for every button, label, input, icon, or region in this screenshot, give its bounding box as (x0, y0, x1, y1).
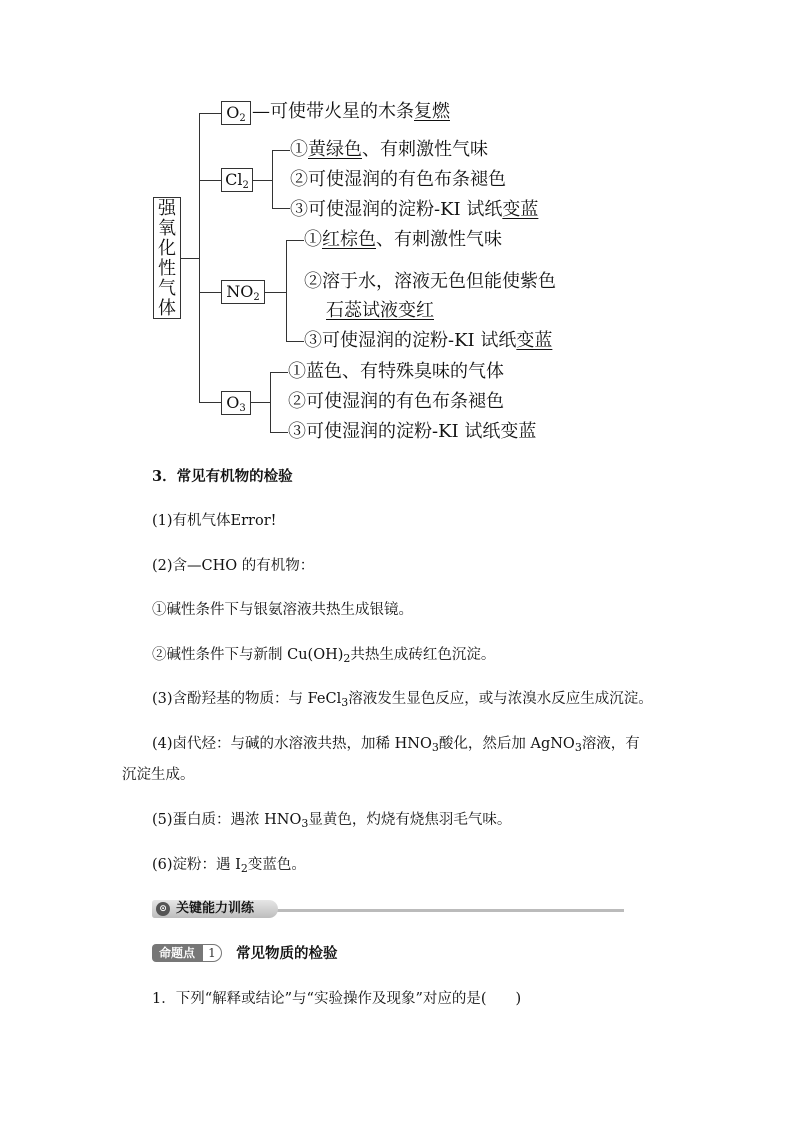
text: (4)卤代烃：与碱的水溶液共热，加稀 HNO (152, 736, 432, 752)
cl2-box (221, 168, 253, 192)
subscript: 3 (301, 817, 309, 830)
banner-rule (272, 909, 624, 912)
text: (6)淀粉：遇 I (152, 857, 241, 873)
paragraph: ①碱性条件下与银氨溶液共热生成银镜。 (152, 602, 413, 618)
property-underlined: 红棕色 (322, 229, 376, 250)
tree-connector (286, 240, 304, 241)
tree-connector (199, 402, 221, 403)
paragraph (152, 734, 640, 758)
root-char: 强 (158, 198, 176, 219)
no2-item-2-continued (326, 300, 434, 322)
o3-item-1 (288, 361, 504, 383)
no2-box (221, 280, 265, 304)
subscript: 3 (341, 696, 349, 709)
property-text: 蓝色、有特殊臭味的气体 (306, 361, 504, 382)
paragraph: (2)含—CHO 的有机物： (152, 558, 315, 574)
property-text: 溶于水，溶液无色但能使紫色 (322, 271, 556, 292)
property-text: 、有刺激性气味 (376, 229, 502, 250)
root-char: 氧 (158, 218, 176, 239)
text: 显黄色，灼烧有烧焦羽毛气味。 (308, 812, 512, 828)
text: 酸化，然后加 AgNO (438, 736, 575, 752)
item-number: ③ (288, 421, 306, 442)
topic-tag-label: 命题点 (152, 944, 202, 962)
topic-title: 常见物质的检验 (236, 945, 338, 962)
tree-root-label (153, 197, 181, 319)
item-number: ② (288, 391, 306, 412)
property-text: 可使湿润的淀粉-KI 试纸 (308, 199, 503, 220)
paragraph-continued: 沉淀生成。 (122, 767, 195, 783)
element-symbol: O (226, 393, 240, 412)
topic-tag (152, 944, 220, 962)
item-number: ① (290, 139, 308, 160)
question-text: 1．下列“解释或结论”与“实验操作及现象”对应的是( ) (152, 991, 522, 1007)
no2-item-1 (304, 229, 502, 251)
text: (3)含酚羟基的物质：与 FeCl (152, 691, 342, 707)
no2-item-3 (304, 330, 552, 352)
property-text: 可使湿润的有色布条褪色 (308, 169, 506, 190)
text: 溶液发生显色反应，或与浓溴水反应生成沉淀。 (348, 691, 653, 707)
property-underlined: 黄绿色 (308, 139, 362, 160)
item-number: ① (288, 361, 306, 382)
text: 共热生成砖红色沉淀。 (350, 647, 496, 663)
element-subscript: 2 (253, 292, 260, 303)
tree-connector (270, 372, 288, 373)
topic-tag-number: 1 (202, 944, 222, 962)
root-char: 化 (158, 238, 176, 259)
item-number: ③ (290, 199, 308, 220)
item-number: ② (290, 169, 308, 190)
item-number: ① (304, 229, 322, 250)
tree-connector (286, 240, 287, 341)
o3-box (221, 391, 251, 415)
property-underlined: 变蓝 (516, 330, 553, 351)
tree-connector (272, 208, 290, 209)
text: 溶液，有 (581, 736, 640, 752)
element-subscript: 2 (242, 180, 249, 191)
paragraph (152, 689, 653, 713)
paragraph (152, 855, 306, 879)
item-number: ③ (304, 330, 322, 351)
element-symbol: NO (226, 282, 254, 301)
dash: — (252, 101, 270, 122)
target-icon: ⊙ (156, 902, 170, 916)
text: 变蓝色。 (247, 857, 306, 873)
subscript: 2 (240, 862, 248, 875)
tree-connector (252, 180, 272, 181)
no2-item-2 (304, 271, 556, 293)
root-char: 性 (158, 258, 176, 279)
tree-connector (199, 180, 221, 181)
property-underlined: 石蕊试液变红 (326, 300, 434, 321)
property-text: 可使湿润的淀粉-KI 试纸变蓝 (306, 421, 537, 442)
tree-connector (286, 341, 304, 342)
section-heading: 3．常见有机物的检验 (152, 468, 293, 485)
tree-connector (199, 113, 200, 403)
tree-connector (270, 432, 288, 433)
subscript: 3 (431, 741, 439, 754)
text: ②碱性条件下与新制 Cu(OH) (152, 647, 344, 663)
cl2-item-3 (290, 199, 538, 221)
item-number: ② (304, 271, 322, 292)
element-symbol: Cl (225, 170, 243, 189)
tree-connector (264, 292, 286, 293)
paragraph (152, 810, 511, 834)
o2-box (221, 101, 251, 125)
tree-connector (199, 292, 221, 293)
property-text: 、有刺激性气味 (362, 139, 488, 160)
property-underlined: 复燃 (414, 101, 450, 122)
property-underlined: 变蓝 (502, 199, 539, 220)
subscript: 3 (574, 741, 582, 754)
cl2-item-1 (290, 139, 488, 161)
root-char: 体 (158, 298, 176, 319)
o3-item-3 (288, 421, 536, 443)
text: (5)蛋白质：遇浓 HNO (152, 812, 302, 828)
element-subscript: 2 (239, 113, 246, 124)
root-char: 气 (158, 278, 176, 299)
banner-label: 关键能力训练 (176, 901, 255, 916)
tree-connector (272, 150, 273, 208)
property-text: 可使湿润的有色布条褪色 (306, 391, 504, 412)
property-text: 可使带火星的木条 (270, 101, 414, 122)
property-text: 可使湿润的淀粉-KI 试纸 (322, 330, 517, 351)
paragraph (152, 645, 495, 669)
tree-connector (272, 150, 290, 151)
banner-pill (152, 900, 278, 918)
tree-connector (270, 372, 271, 432)
paragraph: (1)有机气体Error! (152, 513, 277, 529)
element-subscript: 3 (239, 403, 246, 414)
tree-connector (199, 113, 221, 114)
o3-item-2 (288, 391, 504, 413)
o2-property (252, 101, 450, 123)
subscript: 2 (343, 652, 351, 665)
element-symbol: O (226, 103, 240, 122)
tree-connector (250, 402, 270, 403)
tree-connector (181, 258, 199, 259)
cl2-item-2 (290, 169, 506, 191)
